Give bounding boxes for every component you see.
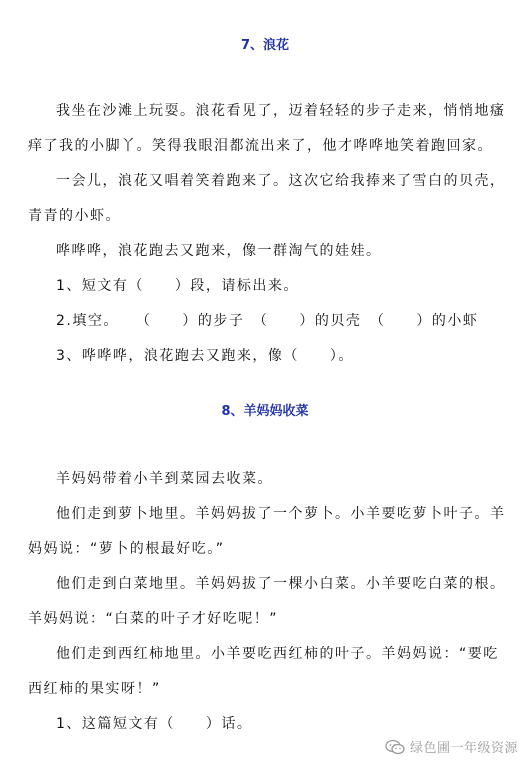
watermark-text: 绿色圃一年级资源 xyxy=(409,741,518,756)
story8-line-5: 羊妈妈说：“白菜的叶子才好吃呢！” xyxy=(28,611,279,627)
story7-title: 7、浪花 xyxy=(240,38,290,53)
story7-question-2: 2.填空。 （ ）的步子 （ ）的贝壳 （ ）的小虾 xyxy=(56,313,479,329)
story8-line-6: 他们走到西红柿地里。小羊要吃西红柿的叶子。羊妈妈说：“要吃 xyxy=(56,646,499,662)
story8-line-7: 西红柿的果实呀！” xyxy=(28,681,161,697)
story7-line-2: 痒了我的小脚丫。笑得我眼泪都流出来了，他才哗哗地笑着跑回家。 xyxy=(28,138,493,154)
story7-line-3: 一会儿，浪花又唱着笑着跑来了。这次它给我捧来了雪白的贝壳， xyxy=(56,173,506,189)
story8-line-4: 他们走到白菜地里。羊妈妈拔了一棵小白菜。小羊要吃白菜的根。 xyxy=(56,576,506,592)
story8-question-1: 1、这篇短文有（ ）话。 xyxy=(56,716,253,732)
story8-line-3: 妈妈说：“萝卜的根最好吃。” xyxy=(28,541,225,557)
story7-line-5: 哗哗哗，浪花跑去又跑来，像一群淘气的娃娃。 xyxy=(56,243,382,259)
story7-question-3: 3、哗哗哗，浪花跑去又跑来，像（ ）。 xyxy=(56,348,354,364)
story8-line-1: 羊妈妈带着小羊到菜园去收菜。 xyxy=(56,471,273,487)
story8-line-2: 他们走到萝卜地里。羊妈妈拔了一个萝卜。小羊要吃萝卜叶子。羊 xyxy=(56,506,506,522)
story7-question-1: 1、短文有（ ）段，请标出来。 xyxy=(56,278,299,294)
story7-line-1: 我坐在沙滩上玩耍。浪花看见了，迈着轻轻的步子走来，悄悄地瘙 xyxy=(56,103,506,119)
watermark xyxy=(385,737,518,756)
wechat-icon xyxy=(385,739,405,755)
story7-line-4: 青青的小虾。 xyxy=(28,208,121,224)
story8-title: 8、羊妈妈收菜 xyxy=(221,404,309,419)
